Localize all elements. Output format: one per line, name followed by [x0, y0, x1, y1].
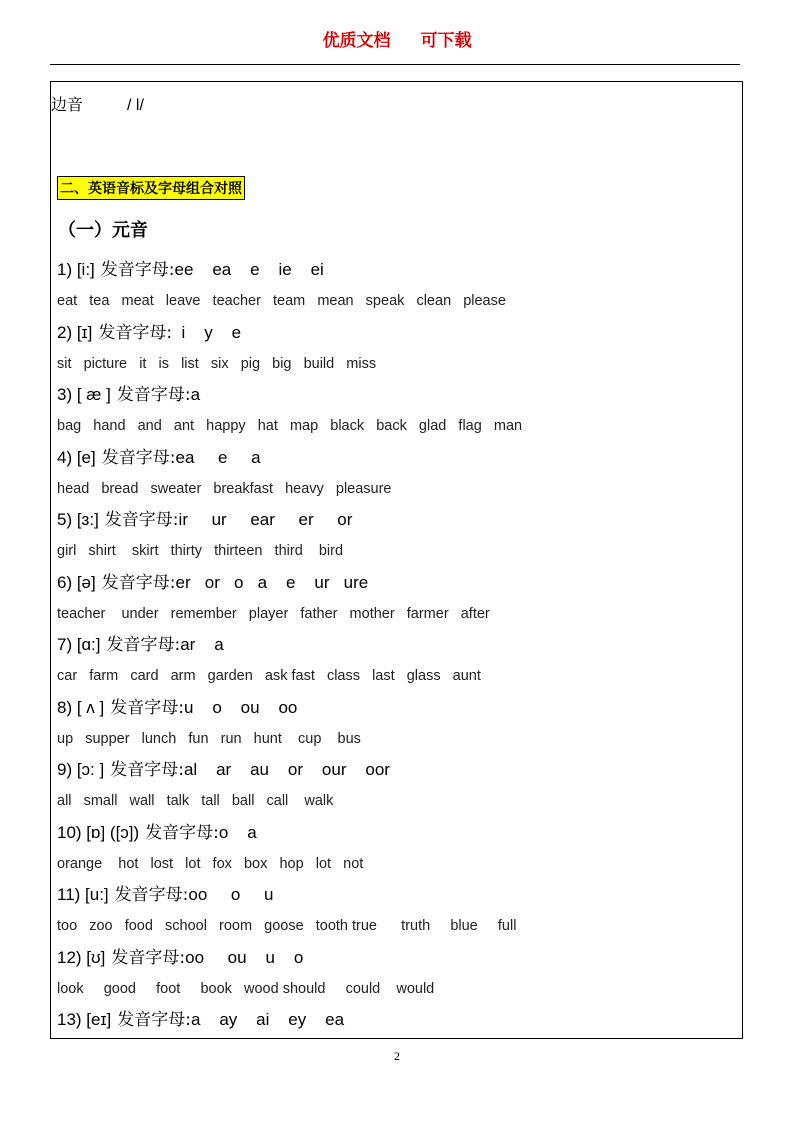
vowel-entry — [57, 569, 737, 632]
letter-combos: a — [190, 385, 201, 404]
letters-label: 发音字母: — [110, 697, 184, 718]
vowel-entry — [57, 256, 737, 319]
letter-combos: o a — [218, 822, 257, 842]
letters-label: 发音字母: — [98, 322, 173, 343]
vowel-entry — [57, 381, 737, 444]
side-note-symbol: / l/ — [127, 97, 144, 114]
letter-combos: ir ur ear er or — [178, 510, 353, 529]
letters-label: 发音字母: — [110, 760, 184, 780]
letters-label: 发音字母: — [114, 885, 189, 905]
vowel-list — [57, 256, 737, 1069]
phoneme-head: 10) [ɒ] ([ɔ]) — [57, 822, 140, 842]
example-words: up supper lunch fun run hunt cup bus — [57, 730, 361, 747]
vowel-entry — [57, 881, 737, 944]
phoneme-head: 9) [ɔ: ] — [57, 760, 105, 779]
letter-combos: oo ou u o — [185, 947, 304, 967]
header-rule — [50, 64, 740, 65]
letter-combos: oo o u — [188, 885, 274, 904]
vowel-entry — [57, 506, 737, 569]
example-words: teacher under remember player father mother farmer after — [57, 605, 490, 622]
letters-label: 发音字母: — [145, 822, 219, 843]
example-words: sit picture it is list six pig big build miss — [57, 355, 377, 372]
vowel-entry — [57, 631, 737, 694]
subsection-title: （一）元音 — [58, 220, 148, 241]
example-words: girl shirt skirt thirty thirteen third bird — [57, 543, 344, 559]
letters-label: 发音字母: — [104, 510, 179, 530]
page-header — [0, 26, 794, 51]
letter-combos: a ay ai ey ea — [190, 1010, 345, 1029]
example-words: car farm card arm garden ask fast class last glass aunt — [57, 668, 481, 684]
phoneme-head: 13) [eɪ] — [57, 1010, 112, 1029]
example-words: bag hand and ant happy hat map black back glad flag man — [57, 418, 523, 434]
section-title: 二、英语音标及字母组合对照 — [57, 176, 245, 200]
letters-label: 发音字母: — [111, 947, 186, 968]
phoneme-head: 1) [i:] — [57, 260, 95, 279]
letter-combos: er or o a e ur ure — [175, 572, 369, 592]
letters-label: 发音字母: — [101, 447, 176, 468]
phoneme-head: 5) [ɜ:] — [57, 510, 99, 529]
letter-combos: al ar au or our oor — [183, 760, 390, 779]
letters-label: 发音字母: — [117, 1010, 191, 1030]
side-note-label: 边音 — [51, 95, 84, 114]
letters-label: 发音字母: — [100, 260, 175, 280]
vowel-entry — [57, 694, 737, 757]
letter-combos: ee ea e ie ei — [174, 260, 324, 279]
letters-label: 发音字母: — [106, 635, 181, 655]
vowel-entry — [57, 756, 737, 819]
letter-combos: i y e — [172, 322, 242, 342]
vowel-entry — [57, 319, 737, 382]
vowel-entry — [57, 444, 737, 507]
letter-combos: u o ou oo — [183, 697, 298, 717]
side-note — [51, 92, 144, 115]
vowel-entry — [57, 819, 737, 882]
phoneme-head: 4) [e] — [57, 447, 96, 467]
example-words: eat tea meat leave teacher team mean speak clean please — [57, 293, 506, 309]
phoneme-head: 11) [u:] — [57, 885, 109, 904]
example-words: all small wall talk tall ball call walk — [57, 793, 334, 809]
phoneme-head: 8) [ ʌ ] — [57, 697, 105, 717]
page-number: 2 — [394, 1049, 400, 1063]
example-words: too zoo food school room goose tooth true truth blue full — [57, 918, 517, 934]
phoneme-head: 6) [ə] — [57, 572, 96, 592]
vowel-entry — [57, 944, 737, 1007]
header-left-text: 优质文档 — [322, 31, 391, 51]
letters-label: 发音字母: — [116, 385, 191, 405]
phoneme-head: 2) [ɪ] — [57, 322, 93, 342]
example-words: look good foot book wood should could would — [57, 980, 435, 997]
letters-label: 发音字母: — [101, 572, 176, 593]
phoneme-head: 7) [ɑ:] — [57, 635, 101, 654]
letter-combos: ar a — [180, 635, 224, 654]
phoneme-head: 12) [ʊ] — [57, 947, 106, 967]
example-words: head bread sweater breakfast heavy pleasure — [57, 480, 392, 497]
header-right-text: 可下载 — [420, 31, 472, 51]
letter-combos: ea e a — [175, 447, 261, 467]
phoneme-head: 3) [ æ ] — [57, 385, 111, 404]
example-words: orange hot lost lot fox box hop lot not — [57, 855, 364, 872]
